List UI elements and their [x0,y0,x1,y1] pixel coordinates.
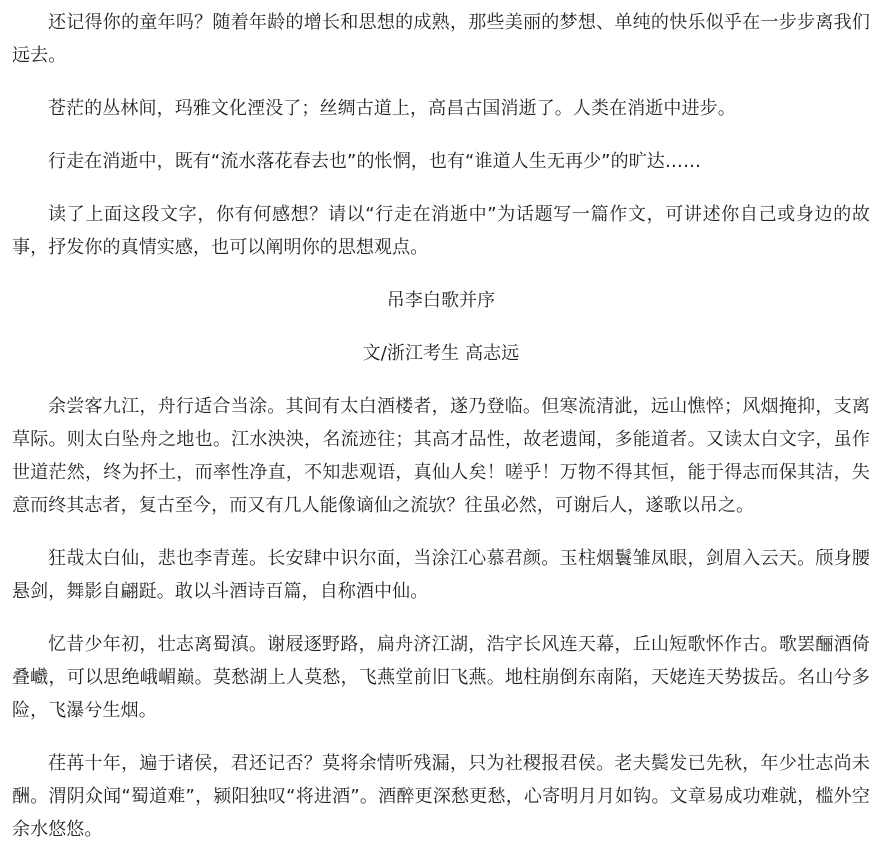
prompt-paragraph-3: 行走在消逝中，既有“流水落花春去也”的怅惘，也有“谁道人生无再少”的旷达…… [48,151,702,172]
essay-paragraph-2: 狂哉太白仙，悲也李青莲。长安肆中识尔面，当涂江心慕君颜。玉柱烟鬟雏凤眼，剑眉入云天。颀身腰悬剑，舞影自翩跹。敢以斗酒诗百篇，自称酒中仙。 [12,548,870,602]
essay-paragraph-3: 忆昔少年初，壮志离蜀滇。谢屐逐野路，扁舟济江湖，浩宇长风连天幕，丘山短歌怀作古。歌罢酾酒倚叠巇，可以思绝峨嵋巅。莫愁湖上人莫愁，飞燕堂前旧飞燕。地柱崩倒东南陷，天姥连天势拔岳。名山兮多险，飞瀑兮生烟。 [12,634,870,721]
prompt-paragraph-4: 读了上面这段文字，你有何感想？请以“行走在消逝中”为话题写一篇作文，可讲述你自己或身边的故事，抒发你的真情实感，也可以阐明你的思想观点。 [12,204,870,258]
essay-byline: 文/浙江考生 高志远 [362,343,520,364]
prompt-paragraph-2: 苍茫的丛林间，玛雅文化湮没了；丝绸古道上，高昌古国消逝了。人类在消逝中进步。 [48,98,736,119]
prompt-paragraph-1: 还记得你的童年吗？随着年龄的增长和思想的成熟，那些美丽的梦想、单纯的快乐似乎在一步步离我们远去。 [12,12,870,66]
essay-paragraph-4: 荏苒十年，遍于诸侯，君还记否？莫将余情听残漏，只为社稷报君侯。老夫鬓发已先秋，年少壮志尚未酬。渭阴众闻“蜀道难”，颍阳独叹“将进酒”。酒醉更深愁更愁，心寄明月月如钩。文章易成功难就，槛外空余水悠悠。 [12,753,870,840]
essay-paragraph-1: 余尝客九江，舟行适合当涂。其间有太白酒楼者，遂乃登临。但寒流清泚，远山憔悴；风烟掩抑，支离草际。则太白坠舟之地也。江水泱泱，名流迹往；其高才品性，故老遗闻，多能道者。又读太白文字，虽作世道茫然，终为抔土，而率性净直，不知悲观语，真仙人矣！嗟乎！万物不得其恒，能于得志而保其洁，失意而终其志者，复古至今，而又有几人能像谪仙之流欤？往虽必然，可谢后人，遂歌以吊之。 [12,396,870,516]
essay-title: 吊李白歌并序 [386,290,496,311]
